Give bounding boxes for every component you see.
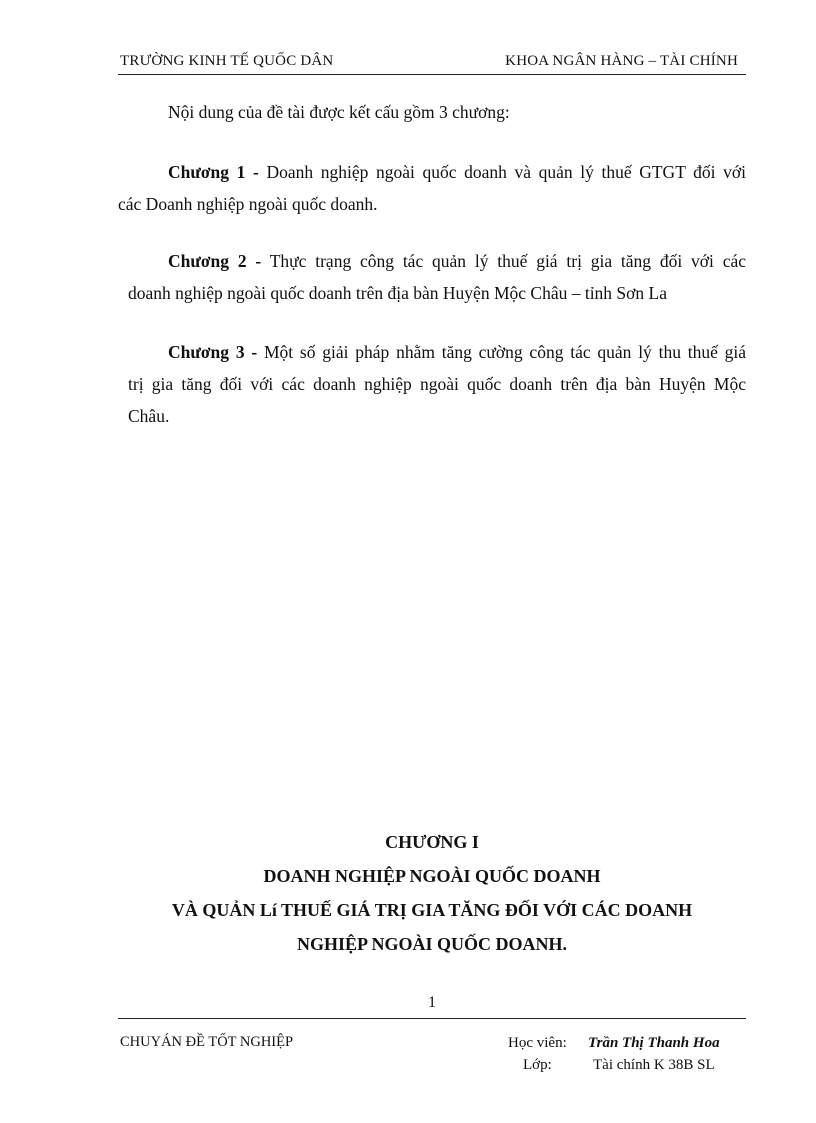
chapter-1-line-2: các Doanh nghiệp ngoài quốc doanh.	[118, 194, 378, 214]
header-school: TRƯỜNG KINH TẾ QUỐC DÂN	[120, 53, 334, 69]
chapter-2-line-2: doanh nghiệp ngoài quốc doanh trên địa bàn Huyện Mộc Châu – tỉnh Sơn La	[128, 283, 668, 303]
page-number: 1	[428, 994, 436, 1011]
chapter-heading-line-2: DOANH NGHIỆP NGOÀI QUỐC DOANH	[263, 866, 601, 886]
class-value: Tài chính K 38B SL	[593, 1057, 715, 1073]
chapter-1-label: Chương 1 -	[168, 162, 259, 182]
chapter-2-line-1: Thực trạng công tác quản lý thuế giá trị gia tăng đối với các	[269, 251, 746, 271]
chapter-heading-line-3: VÀ QUẢN Lí THUẾ GIÁ TRỊ GIA TĂNG ĐỐI VỚI CÁC DOANH	[171, 900, 693, 920]
student-name: Trần Thị Thanh Hoa	[588, 1035, 720, 1051]
chapter-heading-title: CHƯƠNG I	[385, 832, 479, 852]
header-faculty: KHOA NGÂN HÀNG – TÀI CHÍNH	[505, 53, 738, 69]
page-header	[118, 52, 746, 75]
chapter-3-line-1: Một số giải pháp nhằm tăng cường công tác quản lý thu thuế giá	[263, 342, 747, 362]
chapter-3-line-2: trị gia tăng đối với các doanh nghiệp ngoài quốc doanh trên địa bàn Huyện Mộc	[128, 374, 746, 394]
chapter-heading-line-4: NGHIỆP NGOÀI QUỐC DOANH.	[296, 934, 568, 954]
student-label: Học viên:	[508, 1035, 567, 1051]
chapter-2-label: Chương 2 -	[168, 251, 262, 271]
footer-student-info	[508, 1032, 720, 1076]
chapter-3-line-3: Châu.	[128, 406, 170, 426]
intro-text: Nội dung của đề tài được kết cấu gồm 3 chương:	[168, 102, 510, 122]
chapter-1-line-1: Doanh nghiệp ngoài quốc doanh và quản lý thuế GTGT đối với	[266, 162, 747, 182]
chapter-3-label: Chương 3 -	[168, 342, 258, 362]
footer-divider	[118, 1018, 746, 1019]
class-label: Lớp:	[523, 1057, 552, 1073]
footer-title: CHUYÁN ĐỀ TỐT NGHIỆP	[120, 1034, 294, 1050]
